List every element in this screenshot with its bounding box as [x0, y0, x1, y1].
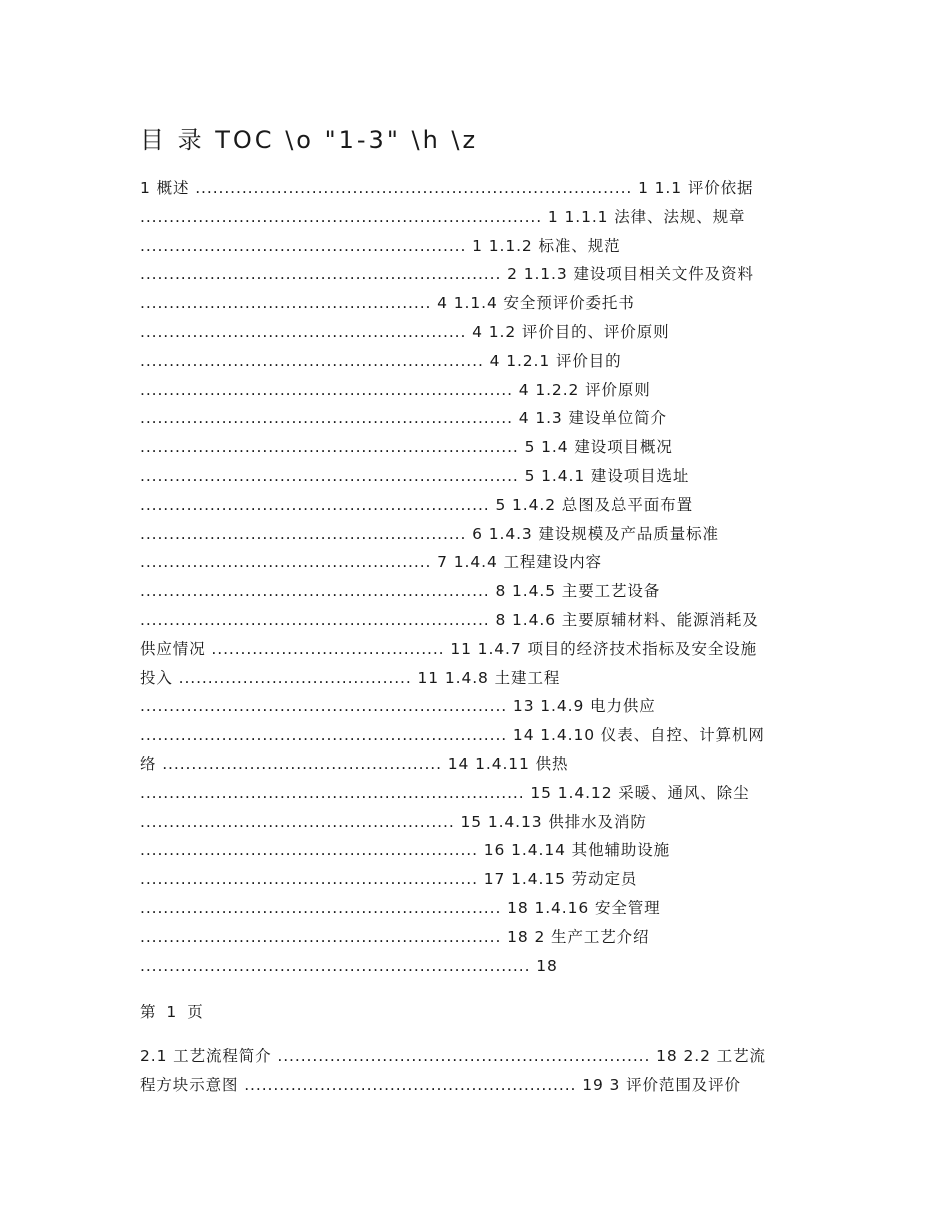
toc-line: ........................................................ 1 1.1.2 标准、规范	[140, 236, 621, 255]
toc-line: ............................................................... 14 1.4.10 仪表、自控、计算机网	[140, 726, 765, 745]
toc-line: ........................................................ 4 1.2 评价目的、评价原则	[140, 322, 670, 341]
page-number-label: 第 1 页	[140, 1003, 206, 1021]
toc-line: 1 概述 ........................................................................... 1 1.1 评价依据	[140, 179, 754, 197]
toc-line: .................................................................. 15 1.4.12 采暖、通风、除尘	[140, 783, 750, 802]
toc-line: ................................................................... 18	[140, 956, 558, 975]
toc-line: .......................................................... 16 1.4.14 其他辅助设施	[140, 841, 671, 860]
toc-line: ...................................................... 15 1.4.13 供排水及消防	[140, 812, 647, 831]
toc-list-continued	[140, 1042, 820, 1100]
toc-line: ............................................................... 13 1.4.9 电力供应	[140, 697, 656, 716]
toc-line: ................................................................ 4 1.3 建设单位简介	[140, 409, 667, 428]
toc-line: .............................................................. 2 1.1.3 建设项目相关文件及资料	[140, 265, 754, 284]
toc-line: ........................................................ 6 1.4.3 建设规模及产品质量标准	[140, 524, 719, 543]
toc-line: .............................................................. 18 2 生产工艺介绍	[140, 927, 650, 946]
toc-line: ................................................................. 5 1.4.1 建设项目选址	[140, 466, 690, 485]
toc-line: 程方块示意图 ......................................................... 19 3 评价范围及评价	[140, 1075, 741, 1094]
toc-line: ..................................................................... 1 1.1.1 法律、法规、规章	[140, 207, 746, 226]
toc-line: 投入 ........................................ 11 1.4.8 土建工程	[140, 668, 561, 687]
toc-line: .................................................. 7 1.4.4 工程建设内容	[140, 553, 602, 572]
toc-line: 络 ................................................ 14 1.4.11 供热	[140, 754, 569, 773]
toc-line: 供应情况 ........................................ 11 1.4.7 项目的经济技术指标及安全设施	[140, 639, 758, 658]
toc-line: .............................................................. 18 1.4.16 安全管理	[140, 898, 661, 917]
toc-title: 目 录 TOC \o "1-3" \h \z	[140, 126, 479, 154]
toc-line: .................................................. 4 1.1.4 安全预评价委托书	[140, 294, 635, 313]
toc-line: ................................................................. 5 1.4 建设项目概况	[140, 438, 673, 457]
toc-line: ............................................................ 5 1.4.2 总图及总平面布置	[140, 495, 694, 514]
toc-line: ............................................................ 8 1.4.5 主要工艺设备	[140, 582, 661, 601]
toc-line: ........................................................... 4 1.2.1 评价目的	[140, 351, 622, 370]
toc-list	[140, 174, 820, 980]
toc-line: 2.1 工艺流程简介 ................................................................ 18 2.2 工艺流	[140, 1047, 766, 1065]
toc-line: .......................................................... 17 1.4.15 劳动定员	[140, 870, 638, 889]
toc-line: ................................................................ 4 1.2.2 评价原则	[140, 380, 651, 399]
toc-line: ............................................................ 8 1.4.6 主要原辅材料、能源消耗及	[140, 610, 759, 629]
